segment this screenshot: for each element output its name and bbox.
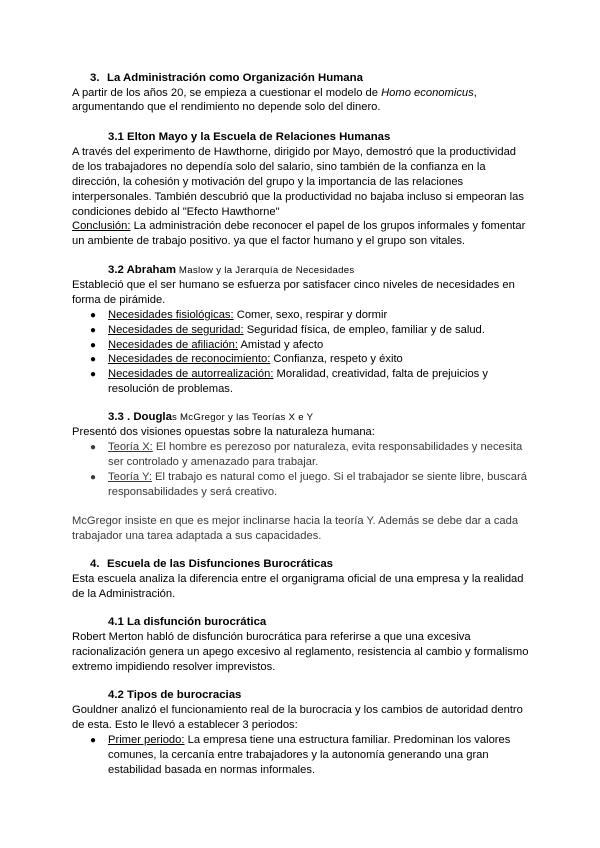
list-item-label: Necesidades fisiológicas: [108, 309, 234, 321]
list-item-continuation: comunes, la cercanía entre trabajadores y la autonomía generando una gran [108, 749, 489, 761]
section-3-text: A partir de los años 20, se empieza a cuestionar el modelo de [72, 87, 382, 99]
section-3-line-2: argumentando que el rendimiento no depende solo del dinero. [72, 101, 381, 113]
section-3-1-line-1: A través del experimento de Hawthorne, dirigido por Mayo, demostró que la productividad [72, 146, 517, 158]
list-item-label: Necesidades de seguridad: [108, 324, 244, 336]
list-item-label: Primer periodo: [108, 734, 185, 746]
list-item [108, 470, 527, 485]
section-4-2-line-1: Gouldner analizó el funcionamiento real de la burocracia y los cambios de autoridad dentro [72, 704, 523, 716]
section-3-1-conclusion-line-2: un ambiente de trabajo positivo. ya que el factor humano y el grupo son vitales. [72, 235, 466, 247]
section-4-1-line-1: Robert Merton habló de disfunción burocrática para referirse a que una excesiva [72, 631, 471, 643]
section-3-2-heading-rest: Maslow y la Jerarquía de Necesidades [175, 265, 355, 276]
section-3-3-line-1: Presentó dos visiones opuestas sobre la naturaleza humana: [72, 426, 375, 438]
section-4-1-heading: 4.1 La disfunción burocrática [108, 616, 267, 628]
section-3-3-para-line-2: trabajador una tarea adaptada a sus capacidades. [72, 530, 322, 542]
section-3-1-line-3: dirección, la cohesión y motivación del grupo y la importancia de las relaciones [72, 176, 464, 188]
section-3-3-heading-rest: s McGregor y las Teorías X e Y [171, 412, 314, 423]
section-4-2-line-2: de esta. Esto le llevó a establecer 3 periodos: [72, 719, 298, 731]
bullet-icon: ● [90, 340, 97, 351]
list-item-text: Seguridad física, de empleo, familiar y de salud. [243, 324, 485, 336]
section-4-line-1: Esta escuela analiza la diferencia entre el organigrama oficial de una empresa y la realidad [72, 573, 524, 585]
list-item-text: Comer, sexo, respirar y dormir [233, 309, 388, 321]
section-3-heading [90, 71, 363, 86]
bullet-icon: ● [90, 310, 97, 321]
list-item-text: Confianza, respeto y éxito [270, 353, 403, 365]
section-3-1-line-5: condiciones debido al "Efecto Hawthorne" [72, 206, 280, 218]
section-3-2-line-2: forma de pirámide. [72, 294, 166, 306]
list-item-continuation: ser controlado y amenazado para trabajar. [108, 456, 319, 468]
section-4-heading [90, 557, 333, 572]
list-item [108, 367, 488, 382]
section-3-2-heading-bold: 3.2 Abraham [108, 264, 176, 276]
list-item-label: Teoría X: [108, 441, 153, 453]
section-3-number: 3. [90, 72, 100, 84]
section-3-comma: , [473, 87, 477, 99]
conclusion-label: Conclusión: [72, 220, 131, 232]
list-item [108, 338, 323, 353]
section-3-1-line-2: de los trabajadores no dependía solo del salario, sino también de la confianza en la [72, 161, 486, 173]
list-item-text: Moralidad, creatividad, falta de prejuicios y [273, 368, 488, 380]
section-3-1-conclusion-line-1 [72, 219, 525, 234]
homo-economicus-term: Homo economicus [381, 87, 474, 99]
list-item-text: El hombre es perezoso por naturaleza, evita responsabilidades y necesita [152, 441, 523, 453]
list-item [108, 323, 485, 338]
list-item-label: Necesidades de autorrealización: [108, 368, 274, 380]
list-item [108, 352, 403, 367]
list-item-text: La empresa tiene una estructura familiar. Predominan los valores [184, 734, 511, 746]
list-item-label: Necesidades de afiliación: [108, 339, 238, 351]
bullet-icon: ● [90, 735, 97, 746]
section-3-title: La Administración como Organización Humana [107, 72, 363, 84]
bullet-icon: ● [90, 442, 97, 453]
list-item [108, 440, 522, 455]
list-item [108, 308, 387, 323]
section-4-title: Escuela de las Disfunciones Burocráticas [107, 558, 334, 570]
list-item [108, 733, 510, 748]
bullet-icon: ● [90, 354, 97, 365]
section-3-1-heading: 3.1 Elton Mayo y la Escuela de Relaciones Humanas [108, 131, 391, 143]
list-item-text: El trabajo es natural como el juego. Si el trabajador se siente libre, buscará [151, 471, 527, 483]
list-item-label: Necesidades de reconocimiento: [108, 353, 271, 365]
list-item-continuation: resolución de problemas. [108, 383, 233, 395]
section-4-line-2: de la Administración. [72, 588, 176, 600]
section-3-3-para-line-1: McGregor insiste en que es mejor inclinarse hacia la teoría Y. Además se debe dar a cada [72, 515, 519, 527]
bullet-icon: ● [90, 325, 97, 336]
list-item-continuation: estabilidad basada en normas informales. [108, 764, 316, 776]
section-3-2-line-1: Estableció que el ser humano se esfuerza por satisfacer cinco niveles de necesidades en [72, 279, 515, 291]
section-4-1-line-2: racionalización genera un apego excesivo al reglamento, resistencia al cambio y formalismo [72, 646, 529, 658]
list-item-text: Amistad y afecto [237, 339, 324, 351]
list-item-label: Teoría Y: [108, 471, 152, 483]
conclusion-text: La administración debe reconocer el papel de los grupos informales y fomentar [130, 220, 526, 232]
bullet-icon: ● [90, 472, 97, 483]
section-3-2-heading [108, 263, 355, 278]
bullet-icon: ● [90, 369, 97, 380]
section-4-1-line-3: extremo impidiendo resolver imprevistos. [72, 661, 276, 673]
section-3-line-1 [72, 86, 477, 101]
list-item-continuation: responsabilidades y será creativo. [108, 486, 278, 498]
section-4-number: 4. [90, 558, 100, 570]
section-3-1-line-4: interpersonales. También descubrió que la productividad no bajaba incluso si empeoran las [72, 191, 524, 203]
section-3-3-heading-bold: 3.3 . Dougla [108, 411, 172, 423]
section-3-3-heading [108, 410, 313, 425]
section-4-2-heading: 4.2 Tipos de burocracias [108, 689, 242, 701]
